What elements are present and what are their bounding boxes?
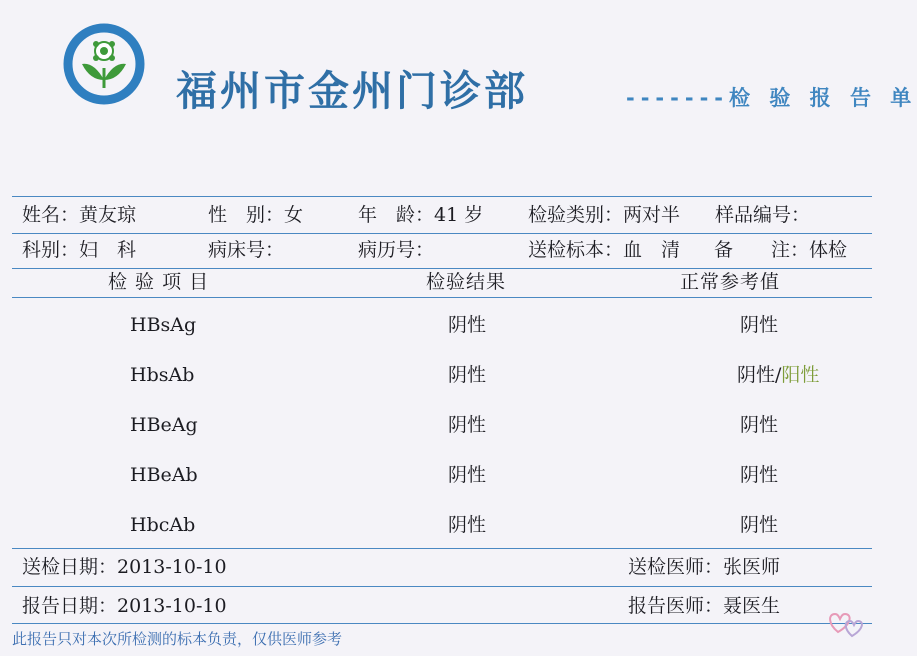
submit-date-field (22, 555, 227, 579)
department-field (22, 238, 136, 262)
row-item: HBeAb (130, 464, 198, 486)
row-result: 阴性 (448, 414, 487, 436)
test-type-field (528, 203, 680, 227)
sample-number-label: 样品编号： (715, 204, 811, 226)
reference-value: 阴性 (740, 514, 779, 536)
record-number-label: 病历号： (358, 239, 435, 261)
divider-footer-mid (12, 586, 872, 587)
record-number-field (358, 238, 434, 262)
column-header-item: 检 验 项 目 (108, 271, 210, 293)
clinic-logo (58, 24, 150, 106)
report-doctor-label: 报告医师： (628, 595, 724, 617)
test-type-value: 两对半 (623, 204, 681, 226)
remark-label: 备 注： (714, 239, 810, 261)
submit-doctor-label: 送检医师： (628, 556, 724, 578)
reference-value: 阴性 (740, 464, 779, 486)
submit-doctor-value: 张医师 (723, 556, 781, 578)
row-reference (740, 513, 778, 537)
divider-top (12, 196, 872, 197)
sample-number-field (715, 203, 810, 227)
row-reference (737, 363, 819, 387)
specimen-label: 送检标本： (528, 239, 624, 261)
report-date-label: 报告日期： (22, 595, 118, 617)
column-header-reference: 正常参考值 (680, 271, 781, 293)
reference-value: 阴性/ (737, 364, 782, 386)
reference-positive: 阳性 (781, 364, 820, 386)
row-item: HbsAb (130, 364, 195, 386)
gender-value: 女 (284, 204, 304, 226)
column-header-result: 检验结果 (426, 271, 507, 293)
age-label: 年 龄： (358, 204, 435, 226)
bed-number-field (208, 238, 284, 262)
department-value: 妇 科 (79, 239, 137, 261)
bed-number-label: 病床号： (208, 239, 285, 261)
report-subtitle: -------检 验 报 告 单 (626, 86, 917, 110)
divider-table-bottom (12, 548, 872, 549)
report-doctor-field (628, 594, 780, 618)
row-result: 阴性 (448, 464, 487, 486)
submit-doctor-field (628, 555, 780, 579)
disclaimer-note: 此报告只对本次所检测的标本负责，仅供医师参考 (12, 630, 343, 648)
row-result: 阴性 (448, 314, 487, 336)
specimen-field (528, 238, 680, 262)
patient-name: 黄友琼 (79, 204, 137, 226)
specimen-value: 血 清 (623, 239, 681, 261)
divider-footer-bottom (12, 623, 872, 624)
divider-dept (12, 268, 872, 269)
age-field (358, 203, 483, 227)
reference-value: 阴性 (740, 414, 779, 436)
divider-info (12, 233, 872, 234)
divider-table-header (12, 297, 872, 298)
age-value: 41 岁 (434, 204, 484, 226)
row-item: HBsAg (130, 314, 197, 336)
clinic-title: 福州市金州门诊部 (176, 67, 528, 115)
remark-field (714, 238, 847, 262)
hearts-watermark-icon (824, 602, 868, 642)
row-reference (740, 413, 778, 437)
report-doctor-value: 聂医生 (723, 595, 781, 617)
row-result: 阴性 (448, 364, 487, 386)
row-reference (740, 313, 778, 337)
patient-name-label: 姓名： (22, 204, 80, 226)
reference-value: 阴性 (740, 314, 779, 336)
gender-field (208, 203, 303, 227)
report-date-field (22, 594, 227, 618)
remark-value: 体检 (809, 239, 848, 261)
submit-date-label: 送检日期： (22, 556, 118, 578)
row-reference (740, 463, 778, 487)
submit-date-value: 2013-10-10 (117, 556, 227, 578)
row-result: 阴性 (448, 514, 487, 536)
row-item: HbcAb (130, 514, 196, 536)
report-date-value: 2013-10-10 (117, 595, 227, 617)
patient-name-field (22, 203, 136, 227)
department-label: 科别： (22, 239, 80, 261)
gender-label: 性 别： (208, 204, 285, 226)
row-item: HBeAg (130, 414, 198, 436)
test-type-label: 检验类别： (528, 204, 624, 226)
